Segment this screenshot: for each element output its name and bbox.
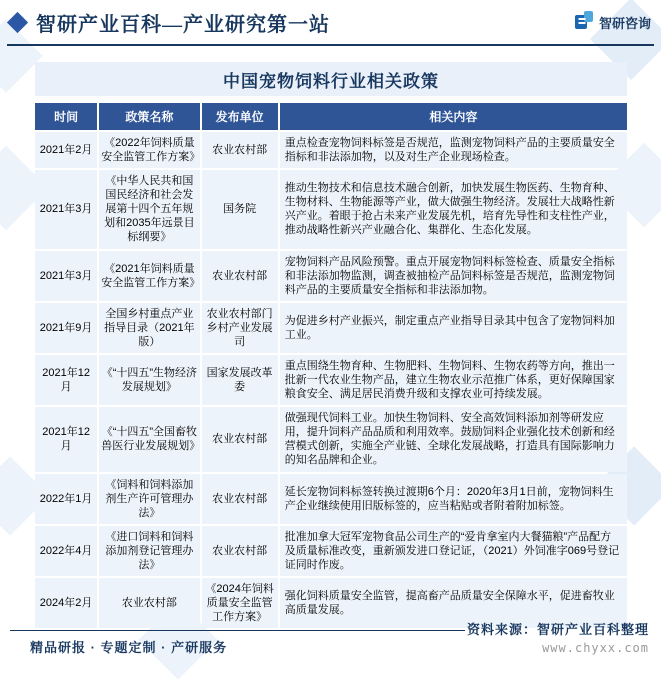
column-header-policy: 政策名称	[99, 103, 199, 130]
page-title: 中国宠物饲料行业相关政策	[35, 62, 627, 96]
cell-issuer: 农业农村部	[202, 526, 278, 576]
cell-policy: 《“十四五”生物经济发展规划》	[99, 355, 199, 405]
cell-content: 做强现代饲料工业。加快生物饲料、安全高效饲料添加剂等研发应用，提升饲料产品品质和利用效率。鼓励饲料企业强化技术创新和经营模式创新，实施全产业链、全球化发展战略，打造具有国际影响力的知名品牌和企业。	[280, 407, 627, 471]
policy-table-body	[35, 132, 627, 628]
cell-content: 强化饲料质量安全监管，提高畜产品质量安全保障水平，促进畜牧业高质量发展。	[280, 578, 627, 628]
footer-services: 精品研报 · 专题定制 · 产研服务	[30, 640, 228, 655]
website-url: www.chyxx.com	[542, 641, 649, 655]
zhiyan-logo-icon	[574, 10, 594, 35]
cell-content: 推动生物技术和信息技术融合创新，加快发展生物医药、生物育种、生物材料、生物能源等产业，做大做强生物经济。发展壮大战略性新兴产业。着眼于抢占未来产业发展先机，培育先导性和支柱性产业，推动战略性新兴产业融合化、集群化、生态化发展。	[280, 170, 627, 248]
cell-policy: 《2021年饲料质量安全监管工作方案》	[99, 251, 199, 301]
cell-content: 延长宠物饲料标签转换过渡期6个月：2020年3月1日前，宠物饲料生产企业继续使用旧版标签的，应当粘贴或者附着附加标签。	[280, 474, 627, 524]
diamond-icon	[7, 12, 28, 33]
column-header-content: 相关内容	[280, 103, 627, 130]
cell-policy: 《2022年饲料质量安全监管工作方案》	[99, 132, 199, 168]
table-row	[35, 526, 627, 576]
table-row	[35, 132, 627, 168]
cell-issuer: 农业农村部	[202, 474, 278, 524]
cell-issuer: 国家发展改革委	[202, 355, 278, 405]
cell-time: 2021年12月	[35, 355, 97, 405]
table-row	[35, 474, 627, 524]
cell-policy: 《中华人民共和国国民经济和社会发展第十四个五年规划和2035年远景目标纲要》	[99, 170, 199, 248]
cell-content: 为促进乡村产业振兴，制定重点产业指导目录其中包含了宠物饲料加工业。	[280, 303, 627, 353]
company-logo	[574, 10, 651, 35]
cell-policy: 《“十四五”全国畜牧兽医行业发展规划》	[99, 407, 199, 471]
header-divider	[7, 44, 654, 46]
source-label: 资料来源：智研产业百科整理	[466, 622, 649, 637]
cell-time: 2022年4月	[35, 526, 97, 576]
footer-divider	[10, 630, 465, 631]
brand-title: 智研产业百科—产业研究第一站	[36, 14, 330, 36]
cell-issuer: 农业农村部门乡村产业发展司	[202, 303, 278, 353]
table-row	[35, 407, 627, 471]
brand	[10, 8, 330, 37]
column-header-issuer: 发布单位	[202, 103, 278, 130]
cell-policy: 《饲料和饲料添加剂生产许可管理办法》	[99, 474, 199, 524]
table-row	[35, 355, 627, 405]
cell-time: 2021年3月	[35, 251, 97, 301]
cell-content: 重点检查宠物饲料标签是否规范，监测宠物饲料产品的主要质量安全指标和非法添加物，以及对生产企业现场检查。	[280, 132, 627, 168]
cell-time: 2024年2月	[35, 578, 97, 628]
cell-issuer: 农业农村部	[202, 132, 278, 168]
table-row	[35, 170, 627, 248]
logo-text: 智研咨询	[598, 16, 651, 31]
cell-issuer: 《2024年饲料质量安全监管工作方案》	[202, 578, 278, 628]
table-header-row	[35, 103, 627, 130]
cell-policy: 全国乡村重点产业指导目录（2021年版）	[99, 303, 199, 353]
cell-issuer: 农业农村部	[202, 251, 278, 301]
table-row	[35, 251, 627, 301]
column-header-time: 时间	[35, 103, 97, 130]
cell-policy: 农业农村部	[99, 578, 199, 628]
cell-time: 2021年12月	[35, 407, 97, 471]
cell-policy: 《进口饲料和饲料添加剂登记管理办法》	[99, 526, 199, 576]
cell-content: 宠物饲料产品风险预警。重点开展宠物饲料标签检查、质量安全指标和非法添加物监测，调查被抽检产品饲料标签是否规范，监测宠物饲料产品的主要质量安全指标和非法添加物。	[280, 251, 627, 301]
footer-source	[467, 619, 649, 655]
table-row	[35, 303, 627, 353]
cell-time: 2021年3月	[35, 170, 97, 248]
cell-time: 2021年9月	[35, 303, 97, 353]
cell-content: 批准加拿大冠军宠物食品公司生产的“爱肯拿室内大餐猫粮”产品配方及质量标准改变，重新颁发进口登记证，（2021）外饲准字069号登记证同时作废。	[280, 526, 627, 576]
policy-table	[33, 101, 629, 630]
page-header	[10, 8, 651, 37]
cell-time: 2022年1月	[35, 474, 97, 524]
cell-time: 2021年2月	[35, 132, 97, 168]
cell-issuer: 国务院	[202, 170, 278, 248]
cell-content: 重点围绕生物育种、生物肥料、生物饲料、生物农药等方向，推出一批新一代农业生物产品，建立生物农业示范推广体系，更好保障国家粮食安全、满足居民消费升级和支撑农业可持续发展。	[280, 355, 627, 405]
cell-issuer: 农业农村部	[202, 407, 278, 471]
